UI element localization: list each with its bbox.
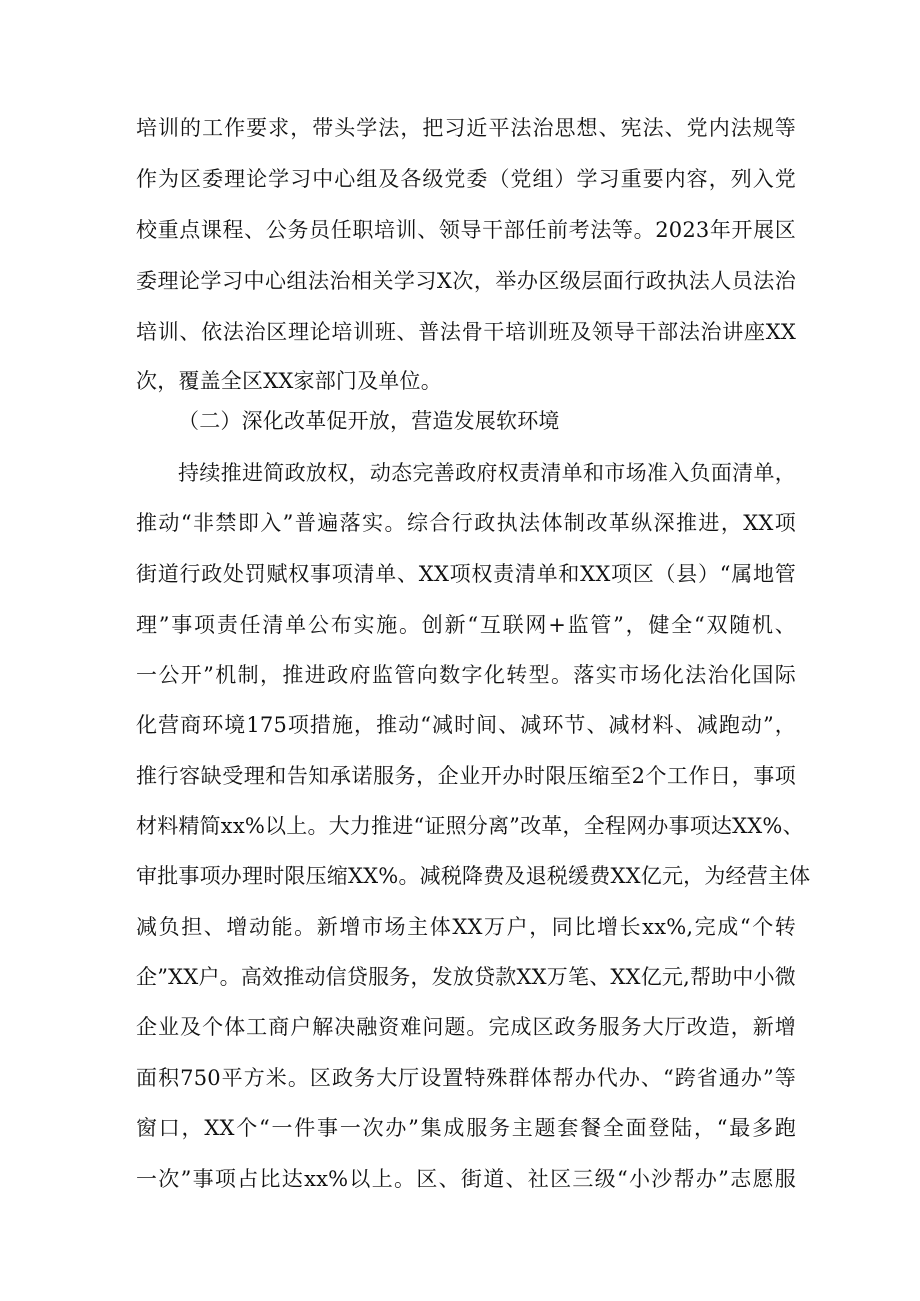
paragraph-line: 次，覆盖全区XX家部门及单位。 — [136, 369, 442, 393]
paragraph-line: 培训、依法治区理论培训班、普法骨干培训班及领导干部法治讲座XX — [136, 320, 796, 344]
paragraph-line: 企业及个体工商户解决融资难问题。完成区政务服务大厅改造，新增 — [136, 1015, 796, 1039]
paragraph-line: 减负担、增动能。新增市场主体XX万户，同比增长xx%,完成“个转 — [136, 915, 796, 939]
paragraph-line: 街道行政处罚赋权事项清单、XX项权责清单和XX项区（县）“属地管 — [136, 562, 796, 586]
paragraph-line: 培训的工作要求，带头学法，把习近平法治思想、宪法、党内法规等 — [136, 116, 796, 140]
paragraph-line: 理”事项责任清单公布实施。创新“互联网+监管”，健全“双随机、 — [136, 613, 796, 637]
paragraph-line: 企”XX户。高效推动信贷服务，发放贷款XX万笔、XX亿元,帮助中小微 — [136, 965, 796, 989]
paragraph-line: 面积750平方米。区政务大厅设置特殊群体帮办代办、“跨省通办”等 — [136, 1066, 796, 1090]
paragraph-line: 校重点课程、公务员任职培训、领导干部任前考法等。2023年开展区 — [136, 218, 796, 242]
paragraph-line: 化营商环境175项措施，推动“减时间、减环节、减材料、减跑动”， — [136, 713, 796, 737]
paragraph-line: 委理论学习中心组法治相关学习X次，举办区级层面行政执法人员法治 — [136, 269, 796, 293]
paragraph-line: 推行容缺受理和告知承诺服务，企业开办时限压缩至2个工作日，事项 — [136, 764, 796, 788]
paragraph-line: 作为区委理论学习中心组及各级党委（党组）学习重要内容，列入党 — [136, 167, 796, 191]
paragraph-line: 审批事项办理时限压缩XX%。减税降费及退税缓费XX亿元，为经营主体 — [136, 864, 811, 888]
section-heading: （二）深化改革促开放，营造发展软环境 — [178, 409, 560, 433]
paragraph-line: 推动“非禁即入”普遍落实。综合行政执法体制改革纵深推进，XX项 — [136, 511, 796, 535]
paragraph-line: 持续推进简政放权，动态完善政府权责清单和市场准入负面清单， — [178, 461, 796, 485]
paragraph-line: 一次”事项占比达xx%以上。区、街道、社区三级“小沙帮办”志愿服 — [136, 1167, 796, 1191]
paragraph-line: 窗口，XX个“一件事一次办”集成服务主题套餐全面登陆，“最多跑 — [136, 1116, 796, 1140]
paragraph-line: 材料精简xx%以上。大力推进“证照分离”改革，全程网办事项达XX%、 — [136, 814, 804, 838]
paragraph-line: 一公开”机制，推进政府监管向数字化转型。落实市场化法治化国际 — [136, 663, 796, 687]
